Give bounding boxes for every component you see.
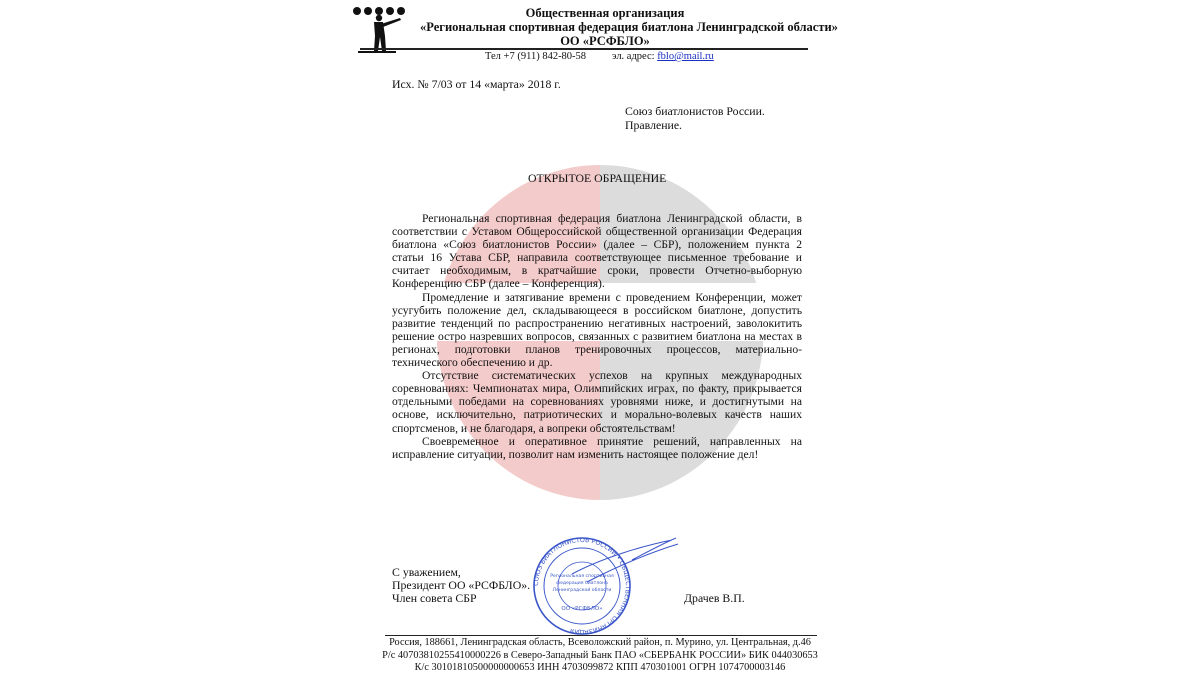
org-abbrev: ОО «РСФБЛО» (560, 34, 650, 48)
letter-body (392, 212, 802, 461)
footer-divider (385, 635, 817, 636)
paragraph-1: Региональная спортивная федерация биатлона Ленинградской области, в соответствии с Уставом Общероссийской общественной организации Федерация биатлона «Союз биатлонистов России» (далее – СБР), положением пункта 2 статьи 16 Устава СБР, направила соответствующее письменное требование и считает необходимым, в кратчайшие сроки, провести Отчетно-выборную Конференцию СБР (далее – Конференция). (392, 212, 802, 291)
outgoing-reference: Исх. № 7/03 от 14 «марта» 2018 г. (392, 77, 561, 91)
paragraph-2: Промедление и затягивание времени с проведением Конференции, может усугубить положение дел, складывающееся в российском биатлоне, допустить развитие тенденций по распространению негативных настроений, заволокитить решение остро назревших вопросов, связанных с развитием биатлона на местах в регионах, подготовки планов тренировочных процессов, материально-технического обеспечению и др. (392, 290, 802, 370)
org-name-line2: «Региональная спортивная федерация биатлона Ленинградской области» (420, 20, 838, 34)
official-stamp (532, 530, 682, 642)
paragraph-4: Своевременное и оперативное принятие решений, направленных на исправление ситуации, позволит нам изменить настоящее положение дел! (392, 434, 802, 461)
paragraph-3: Отсутствие систематических успехов на крупных международных соревнованиях: Чемпионатах мира, Олимпийских играх, по факту, прикрывается отдельными победами на соревнованиях уровнями ниже, и достигнутыми на основе, исключительно, патриотических и морально-волевых качеств наших спортсменов, и не благодаря, а вопреки обстоятельствам! (392, 369, 802, 435)
signatory-name: Драчев В.П. (684, 591, 745, 605)
email-label: эл. адрес: (612, 51, 655, 62)
document-title: ОТКРЫТОЕ ОБРАЩЕНИЕ (528, 171, 667, 185)
email-block (612, 51, 714, 62)
stamp-inner-line3: Ленинградской области (552, 588, 612, 593)
addressee-line2: Правление. (625, 118, 683, 132)
header-divider (360, 48, 808, 50)
addressee-line1: Союз биатлонистов России. (625, 104, 765, 118)
footer-registration: К/с 30101810500000000653 ИНН 4703099872 КПП 470301001 ОГРН 1074700003146 (414, 662, 786, 673)
stamp-center-text: ОО «РСФБЛО» (561, 606, 603, 612)
signature-closing: С уважением, (392, 565, 461, 579)
signature-membership: Член совета СБР (392, 591, 477, 605)
org-name-line1: Общественная организация (525, 6, 685, 20)
phone-number: Тел +7 (911) 842-80-58 (485, 51, 587, 62)
stamp-inner-line2: федерация биатлона (556, 581, 608, 586)
stamp-outer-text: СОЮЗ БИАТЛОНИСТОВ РОССИИ • ОБЩЕСТВЕННАЯ ОРГАНИЗАЦИЯ (532, 536, 632, 636)
footer-address: Россия, 188661, Ленинградская область, Всеволожский район, п. Мурино, ул. Центральная, д.46 (389, 637, 811, 648)
stamp-inner-line1: Региональная спортивная (550, 574, 614, 579)
email-link[interactable]: fblo@mail.ru (657, 51, 714, 62)
footer-bank-account: Р/с 40703810255410000226 в Северо-Западный Банк ПАО «СБЕРБАНК РОССИИ» БИК 044030653 (382, 650, 818, 661)
signature-position: Президент ОО «РСФБЛО». (392, 578, 531, 592)
